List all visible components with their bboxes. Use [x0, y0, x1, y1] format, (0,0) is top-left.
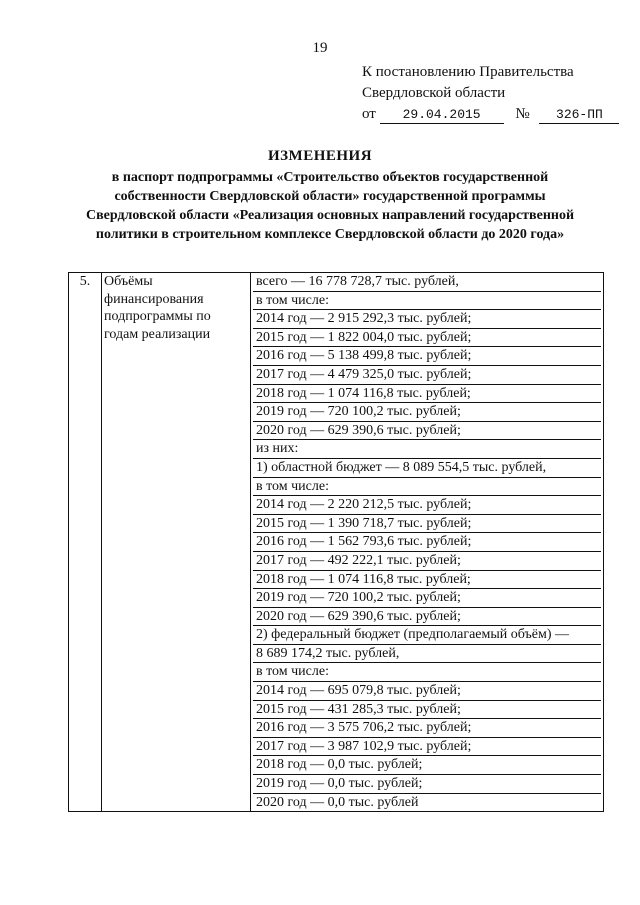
value-line: всего — 16 778 728,7 тыс. рублей, [253, 273, 601, 292]
value-line: 2020 год — 629 390,6 тыс. рублей; [253, 608, 601, 627]
row-number: 5. [69, 273, 102, 812]
value-line: 2019 год — 720 100,2 тыс. рублей; [253, 403, 601, 422]
value-line: 2016 год — 1 562 793,6 тыс. рублей; [253, 533, 601, 552]
row-values [251, 273, 604, 812]
value-line: в том числе: [253, 663, 601, 682]
value-line: 2020 год — 629 390,6 тыс. рублей; [253, 422, 601, 441]
value-line: 1) областной бюджет — 8 089 554,5 тыс. рублей, [253, 459, 601, 478]
value-line: в том числе: [253, 478, 601, 497]
value-line: 2016 год — 5 138 499,8 тыс. рублей; [253, 347, 601, 366]
value-line: из них: [253, 440, 601, 459]
value-line: 2017 год — 3 987 102,9 тыс. рублей; [253, 738, 601, 757]
label-line: Объёмы [104, 274, 153, 289]
resolution-header [362, 62, 619, 125]
number-sign: № [515, 106, 530, 122]
resolution-number: 326-ПП [539, 107, 619, 124]
label-line: подпрограммы по [104, 309, 211, 325]
row-label [102, 273, 251, 812]
value-line: 2014 год — 695 079,8 тыс. рублей; [253, 682, 601, 701]
header-date-number-line [362, 104, 619, 125]
value-line: в том числе: [253, 292, 601, 311]
table-row [69, 273, 604, 812]
value-line: 2015 год — 1 822 004,0 тыс. рублей; [253, 329, 601, 348]
subtitle-line: политики в строительном комплексе Свердловской области до 2020 года» [95, 227, 565, 242]
value-line: 2020 год — 0,0 тыс. рублей [256, 794, 419, 810]
document-subtitle [60, 168, 600, 244]
value-line: 2) федеральный бюджет (предполагаемый объём) — [253, 626, 601, 645]
value-line: 2015 год — 1 390 718,7 тыс. рублей; [253, 515, 601, 534]
label-line: финансирования [104, 291, 204, 307]
value-line: 8 689 174,2 тыс. рублей, [253, 645, 601, 664]
value-line: 2019 год — 720 100,2 тыс. рублей; [253, 589, 601, 608]
financing-table [68, 272, 604, 812]
value-line: 2014 год — 2 220 212,5 тыс. рублей; [253, 496, 601, 515]
value-line: 2017 год — 492 222,1 тыс. рублей; [253, 552, 601, 571]
header-line-2: Свердловской области [362, 85, 506, 101]
subtitle-line: в паспорт подпрограммы «Строительство объектов государственной [111, 170, 549, 185]
value-line: 2017 год — 4 479 325,0 тыс. рублей; [253, 366, 601, 385]
resolution-date: 29.04.2015 [380, 107, 504, 124]
value-line: 2018 год — 0,0 тыс. рублей; [253, 756, 601, 775]
value-line: 2016 год — 3 575 706,2 тыс. рублей; [253, 719, 601, 738]
value-line: 2019 год — 0,0 тыс. рублей; [253, 775, 601, 794]
document-title: ИЗМЕНЕНИЯ [267, 148, 373, 164]
subtitle-line: собственности Свердловской области» государственной программы [114, 189, 546, 204]
from-label: от [362, 106, 376, 122]
value-line: 2014 год — 2 915 292,3 тыс. рублей; [253, 310, 601, 329]
value-line: 2015 год — 431 285,3 тыс. рублей; [253, 701, 601, 720]
value-line: 2018 год — 1 074 116,8 тыс. рублей; [253, 385, 601, 404]
header-line-1: К постановлению Правительства [362, 64, 574, 80]
subtitle-line: Свердловской области «Реализация основных направлений государственной [85, 208, 575, 223]
value-line: 2018 год — 1 074 116,8 тыс. рублей; [253, 571, 601, 590]
page-number: 19 [312, 40, 328, 56]
label-line: годам реализации [104, 326, 211, 342]
